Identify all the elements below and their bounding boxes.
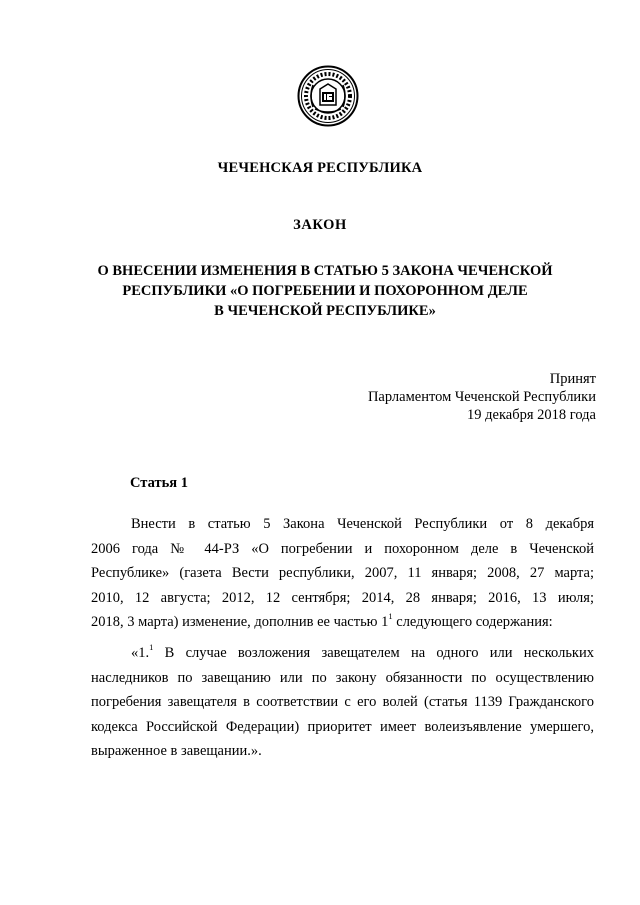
document-type-heading: ЗАКОН — [293, 217, 347, 233]
adoption-date: 19 декабря 2018 года — [467, 407, 596, 423]
line-text: В случае возложения завещателем на одного или нескольких — [153, 645, 594, 661]
paragraph-line: погребения завещателя в соответствии с его волей (статья 1139 Гражданского — [91, 694, 594, 710]
paragraph-line: Республике» (газета Вести республики, 2007, 11 января; 2008, 27 марта; — [91, 565, 594, 581]
paragraph-line: 2006 года № 44-РЗ «О погребении и похоронном деле в Чеченской — [91, 540, 594, 557]
adoption-label: Принят — [549, 371, 596, 387]
article-paragraph-2 — [91, 641, 594, 764]
adopting-body: Парламентом Чеченской Республики — [367, 389, 596, 405]
law-title-line: О ВНЕСЕНИИ ИЗМЕНЕНИЯ В СТАТЬЮ 5 ЗАКОНА ЧЕЧЕНСКОЙ — [97, 263, 553, 279]
adoption-block — [368, 370, 596, 424]
line-text: следующего содержания: — [392, 614, 553, 630]
law-title — [80, 261, 570, 321]
line-text: «1. — [131, 645, 150, 661]
paragraph-line — [91, 610, 594, 635]
paragraph-line: выраженное в завещании.». — [91, 743, 262, 759]
paragraph-line: Внести в статью 5 Закона Чеченской Республики от 8 декабря — [131, 516, 594, 532]
paragraph-line: 2010, 12 августа; 2012, 12 сентября; 2014, 28 января; 2016, 13 июля; — [91, 589, 594, 606]
superscript: 1 — [149, 642, 154, 652]
country-heading: ЧЕЧЕНСКАЯ РЕСПУБЛИКА — [217, 160, 423, 176]
paragraph-line — [91, 641, 594, 666]
paragraph-line: наследников по завещанию или по закону обязанности по осуществлению — [91, 669, 594, 686]
paragraph-line: кодекса Российской Федерации) приоритет имеет волеизъявление умершего, — [91, 718, 594, 735]
line-text: 2018, 3 марта) изменение, дополнив ее частью 1 — [91, 614, 389, 630]
article-heading: Статья 1 — [130, 475, 188, 491]
article-paragraph-1 — [91, 512, 594, 635]
coat-of-arms-emblem-icon — [297, 65, 359, 127]
superscript: 1 — [388, 611, 393, 621]
law-title-line: В ЧЕЧЕНСКОЙ РЕСПУБЛИКЕ» — [214, 303, 436, 319]
law-title-line: РЕСПУБЛИКИ «О ПОГРЕБЕНИИ И ПОХОРОННОМ ДЕЛЕ — [122, 283, 528, 299]
